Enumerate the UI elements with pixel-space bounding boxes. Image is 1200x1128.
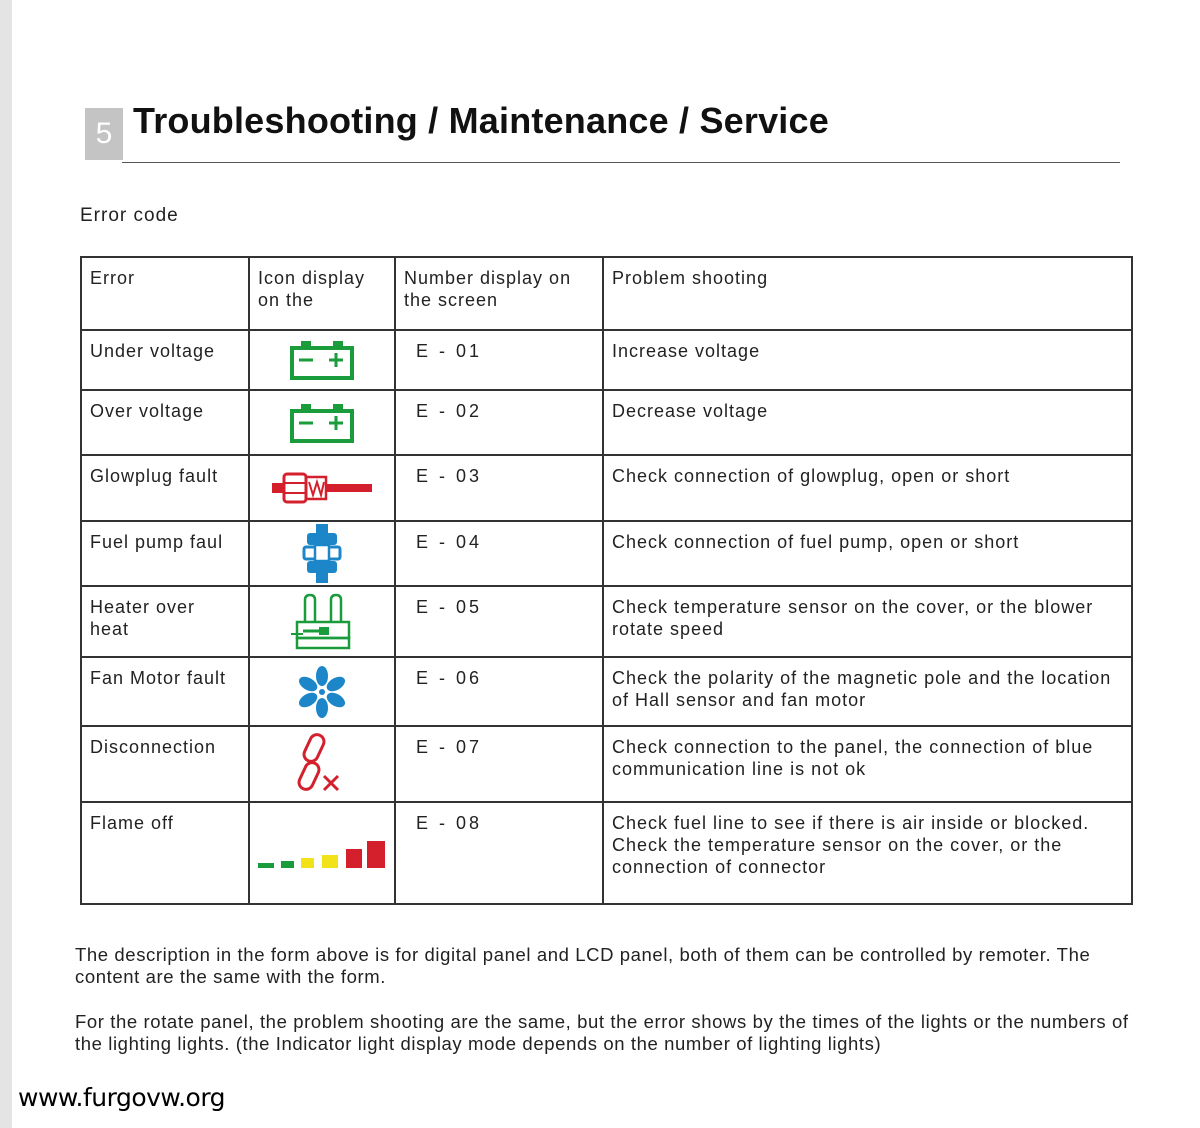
table-row (81, 802, 1132, 904)
column-header-number: Number display on the screen (395, 257, 603, 330)
glowplug-icon (270, 468, 374, 508)
battery-icon (289, 402, 355, 444)
icon-cell (249, 390, 395, 455)
footnote-rotate-panel: For the rotate panel, the problem shooting are the same, but the error shows by the times of the lights or the numbers of the lighting lights. (the Indicator light display mode depends on the number of lighting lights) (75, 1011, 1129, 1054)
problem-shooting-text: Check connection of glowplug, open or short (603, 455, 1132, 521)
section-number-badge: 5 (85, 108, 123, 160)
error-code: E - 04 (395, 521, 603, 586)
error-name: Heater over heat (81, 586, 249, 657)
page-left-edge (0, 0, 12, 1128)
icon-cell (249, 521, 395, 586)
fan-icon (292, 664, 352, 720)
column-header-icon: Icon display on the (249, 257, 395, 330)
icon-cell (249, 455, 395, 521)
problem-shooting-text: Check connection of fuel pump, open or short (603, 521, 1132, 586)
table-row (81, 390, 1132, 455)
error-code-table (80, 256, 1133, 905)
error-name: Fuel pump faul (81, 521, 249, 586)
error-code: E - 01 (395, 330, 603, 390)
problem-shooting-text: Check the polarity of the magnetic pole and the location of Hall sensor and fan motor (603, 657, 1132, 726)
table-row (81, 455, 1132, 521)
error-code: E - 08 (395, 802, 603, 904)
table-row (81, 586, 1132, 657)
table-row (81, 330, 1132, 390)
battery-icon (289, 339, 355, 381)
error-name: Over voltage (81, 390, 249, 455)
table-header-row (81, 257, 1132, 330)
error-name: Disconnection (81, 726, 249, 802)
icon-cell (249, 726, 395, 802)
problem-shooting-text: Increase voltage (603, 330, 1132, 390)
table-row (81, 521, 1132, 586)
title-divider (122, 162, 1120, 163)
error-code: E - 06 (395, 657, 603, 726)
footnote-digital-lcd-panel: The description in the form above is for digital panel and LCD panel, both of them can be controlled by remoter. The content are the same with the form. (75, 944, 1091, 987)
problem-shooting-text: Decrease voltage (603, 390, 1132, 455)
column-header-error: Error (81, 257, 249, 330)
table-row (81, 726, 1132, 802)
error-code-heading: Error code (80, 205, 179, 226)
error-name: Glowplug fault (81, 455, 249, 521)
disconnection-icon (294, 732, 350, 796)
heater-overheat-icon (289, 592, 355, 652)
error-code: E - 02 (395, 390, 603, 455)
flame-level-bars-icon (256, 835, 388, 871)
column-header-problem: Problem shooting (603, 257, 1132, 330)
table-row (81, 657, 1132, 726)
icon-cell (249, 330, 395, 390)
website-watermark: www.furgovw.org (18, 1083, 226, 1112)
problem-shooting-text: Check fuel line to see if there is air inside or blocked. Check the temperature sensor on the cover, or the connection of connector (603, 802, 1132, 904)
error-name: Flame off (81, 802, 249, 904)
problem-shooting-text: Check temperature sensor on the cover, or the blower rotate speed (603, 586, 1132, 657)
icon-cell (249, 657, 395, 726)
icon-cell (249, 802, 395, 904)
error-name: Under voltage (81, 330, 249, 390)
error-code: E - 03 (395, 455, 603, 521)
page-title: Troubleshooting / Maintenance / Service (133, 100, 829, 141)
problem-shooting-text: Check connection to the panel, the connection of blue communication line is not ok (603, 726, 1132, 802)
icon-cell (249, 586, 395, 657)
fuel-pump-icon (300, 523, 344, 585)
error-code: E - 07 (395, 726, 603, 802)
error-name: Fan Motor fault (81, 657, 249, 726)
error-code: E - 05 (395, 586, 603, 657)
